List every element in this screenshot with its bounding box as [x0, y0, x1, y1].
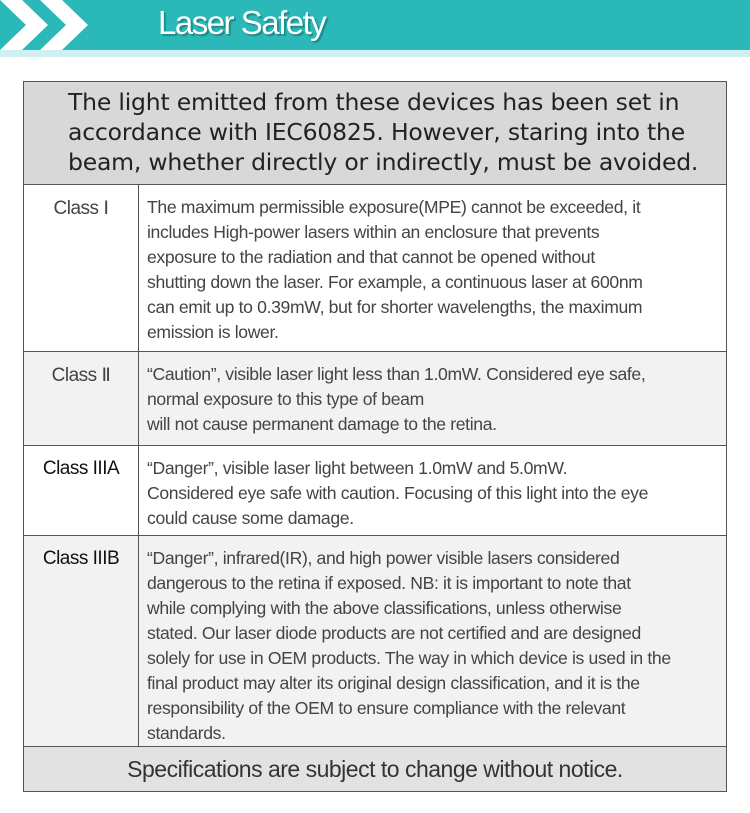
description-line: Considered eye safe with caution. Focusing of this light into the eye: [147, 483, 649, 503]
double-chevron-right-icon: [0, 0, 120, 50]
description-line: could cause some damage.: [147, 508, 354, 528]
description-line: includes High-power lasers within an enclosure that prevents: [147, 222, 600, 242]
intro-line: beam, whether directly or indirectly, must be avoided.: [68, 148, 699, 176]
description-line: The maximum permissible exposure(MPE) cannot be exceeded, it: [147, 197, 641, 217]
class-description: [139, 536, 726, 746]
table-row: [24, 185, 726, 352]
description-line: standards.: [147, 723, 226, 743]
class-description: [139, 185, 726, 351]
class-description: [139, 352, 726, 445]
class-name: Class Ⅰ: [24, 185, 139, 351]
intro-line: accordance with IEC60825. However, staring into the: [68, 118, 686, 146]
class-description: [139, 446, 726, 535]
description-line: responsibility of the OEM to ensure compliance with the relevant: [147, 698, 626, 718]
table-row: [24, 446, 726, 536]
description-line: final product may alter its original design classification, and it is the: [147, 673, 640, 693]
laser-safety-table: [23, 81, 727, 792]
header-banner: [0, 0, 750, 58]
description-line: emission is lower.: [147, 322, 279, 342]
intro-line: The light emitted from these devices has been set in: [68, 88, 680, 116]
description-line: shutting down the laser. For example, a continuous laser at 600nm: [147, 272, 643, 292]
description-line: solely for use in OEM products. The way in which device is used in the: [147, 648, 671, 668]
intro-text: [24, 82, 726, 185]
description-line: exposure to the radiation and that cannot be opened without: [147, 247, 595, 267]
description-line: will not cause permanent damage to the retina.: [147, 414, 497, 434]
footer-note: Specifications are subject to change without notice.: [24, 747, 726, 791]
class-name: Class IIIA: [24, 446, 139, 535]
table-row: [24, 536, 726, 747]
description-line: normal exposure to this type of beam: [147, 389, 424, 409]
description-line: can emit up to 0.39mW, but for shorter wavelengths, the maximum: [147, 297, 643, 317]
class-name: Class IIIB: [24, 536, 139, 746]
table-row: [24, 352, 726, 446]
description-line: dangerous to the retina if exposed. NB: it is important to note that: [147, 573, 631, 593]
class-name: Class Ⅱ: [24, 352, 139, 445]
description-line: while complying with the above classifications, unless otherwise: [147, 598, 622, 618]
description-line: stated. Our laser diode products are not certified and are designed: [147, 623, 641, 643]
description-line: “Danger”, visible laser light between 1.0mW and 5.0mW.: [147, 458, 568, 478]
header-underline: [0, 50, 750, 57]
page-title: Laser Safety: [158, 4, 326, 41]
description-line: “Caution”, visible laser light less than 1.0mW. Considered eye safe,: [147, 364, 646, 384]
description-line: “Danger”, infrared(IR), and high power visible lasers considered: [147, 548, 620, 568]
